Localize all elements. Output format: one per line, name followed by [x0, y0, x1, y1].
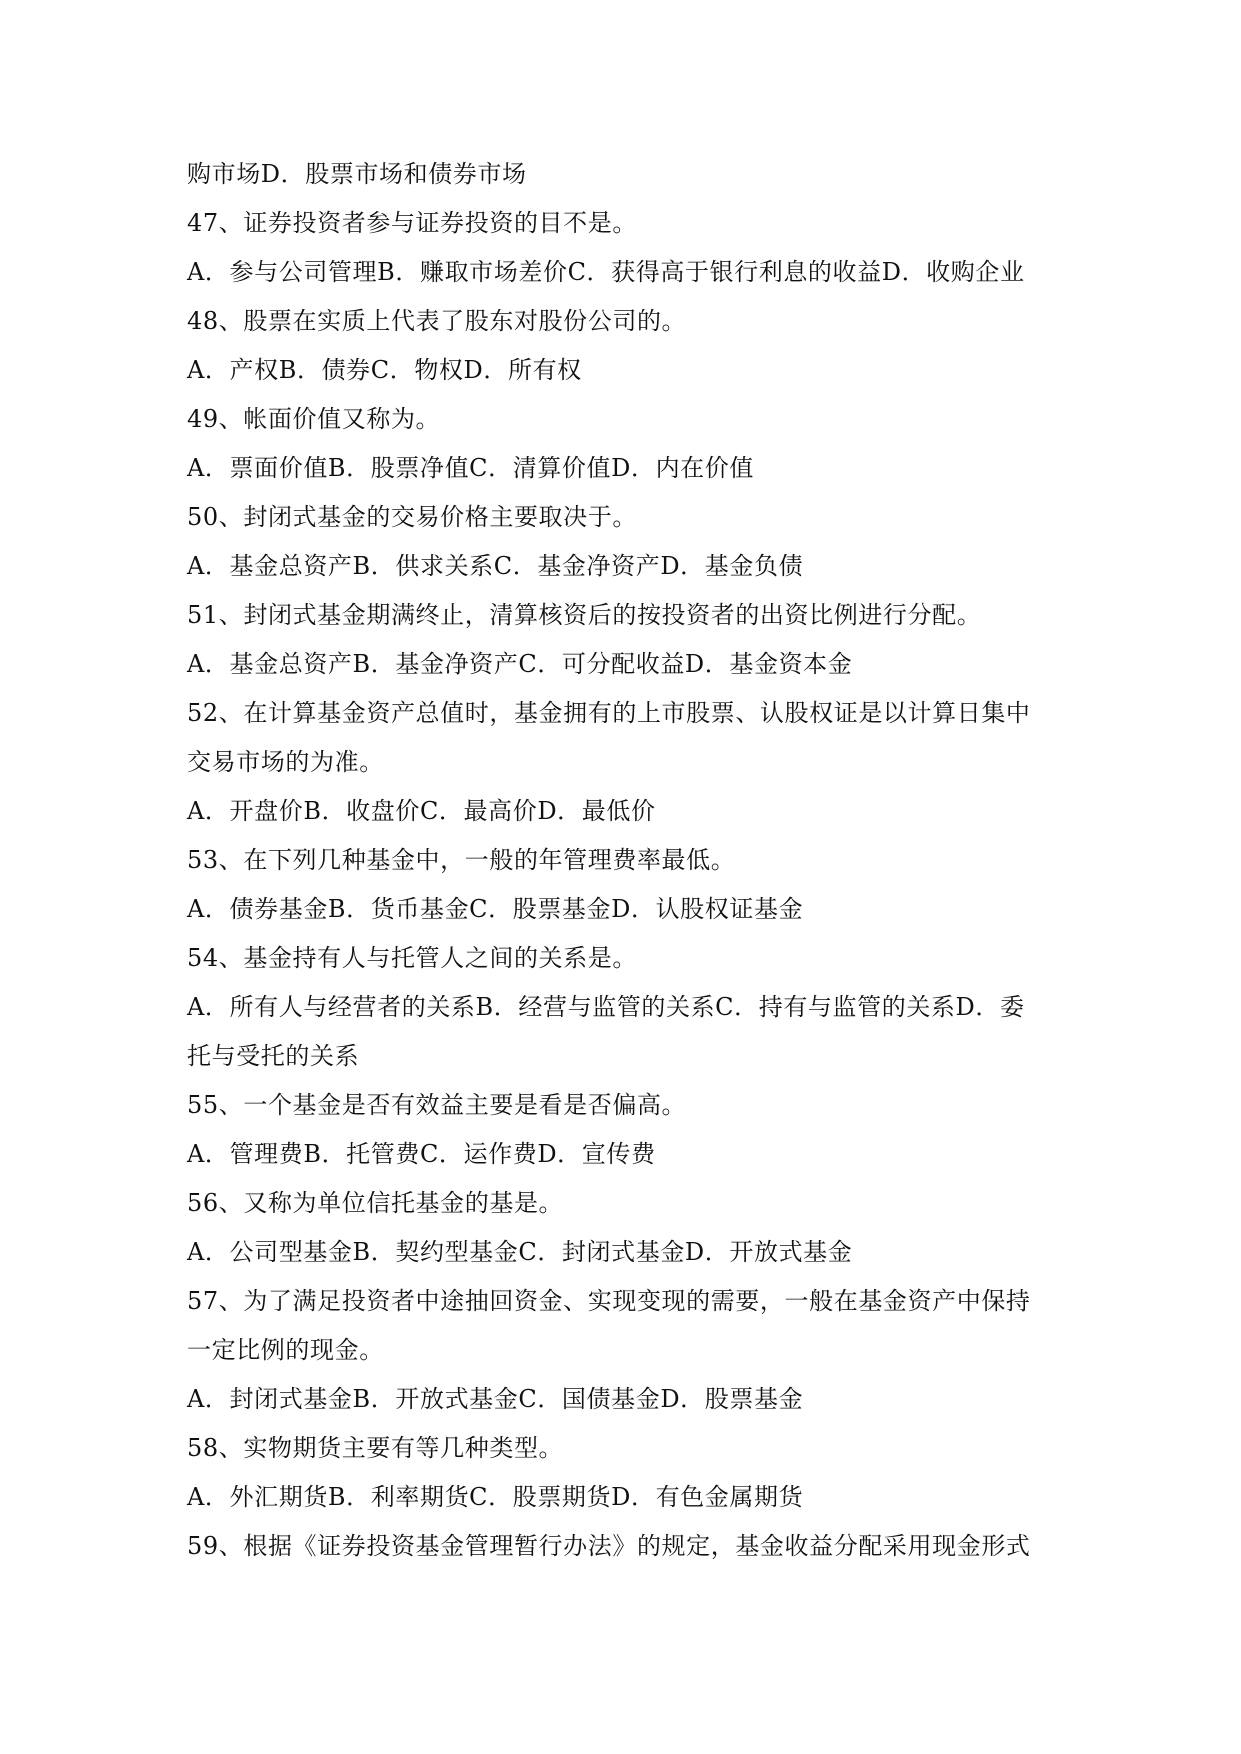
question-52-continuation: 交易市场的为准。: [187, 748, 384, 776]
options-49: A．票面价值B．股票净值C．清算价值D．内在价值: [187, 454, 754, 482]
question-54: 54、基金持有人与托管人之间的关系是。: [187, 944, 637, 972]
question-55: 55、一个基金是否有效益主要是看是否偏高。: [187, 1091, 687, 1119]
text-line-continuation: 购市场D．股票市场和债券市场: [187, 160, 527, 188]
question-50: 50、封闭式基金的交易价格主要取决于。: [187, 503, 637, 531]
options-47: A．参与公司管理B．赚取市场差价C．获得高于银行利息的收益D．收购企业: [187, 258, 1025, 286]
document-body: [187, 150, 1057, 1571]
options-50: A．基金总资产B．供求关系C．基金净资产D．基金负债: [187, 552, 804, 580]
options-52: A．开盘价B．收盘价C．最高价D．最低价: [187, 797, 656, 825]
options-54-continuation: 托与受托的关系: [187, 1042, 360, 1070]
question-57-continuation: 一定比例的现金。: [187, 1336, 384, 1364]
options-58: A．外汇期货B．利率期货C．股票期货D．有色金属期货: [187, 1483, 804, 1511]
question-47: 47、证券投资者参与证券投资的目不是。: [187, 209, 637, 237]
options-55: A．管理费B．托管费C．运作费D．宣传费: [187, 1140, 656, 1168]
question-59: 59、根据《证券投资基金管理暂行办法》的规定，基金收益分配采用现金形式: [187, 1532, 1031, 1560]
options-54: A．所有人与经营者的关系B．经营与监管的关系C．持有与监管的关系D．委: [187, 993, 1025, 1021]
question-51: 51、封闭式基金期满终止，清算核资后的按投资者的出资比例进行分配。: [187, 601, 982, 629]
options-56: A．公司型基金B．契约型基金C．封闭式基金D．开放式基金: [187, 1238, 853, 1266]
options-51: A．基金总资产B．基金净资产C．可分配收益D．基金资本金: [187, 650, 853, 678]
question-57: 57、为了满足投资者中途抽回资金、实现变现的需要，一般在基金资产中保持: [187, 1287, 1031, 1315]
options-53: A．债券基金B．货币基金C．股票基金D．认股权证基金: [187, 895, 804, 923]
question-52: 52、在计算基金资产总值时，基金拥有的上市股票、认股权证是以计算日集中: [187, 699, 1031, 727]
question-48: 48、股票在实质上代表了股东对股份公司的。: [187, 307, 687, 335]
question-49: 49、帐面价值又称为。: [187, 405, 441, 433]
options-57: A．封闭式基金B．开放式基金C．国债基金D．股票基金: [187, 1385, 804, 1413]
question-53: 53、在下列几种基金中，一般的年管理费率最低。: [187, 846, 736, 874]
question-58: 58、实物期货主要有等几种类型。: [187, 1434, 564, 1462]
question-56: 56、又称为单位信托基金的基是。: [187, 1189, 564, 1217]
options-48: A．产权B．债券C．物权D．所有权: [187, 356, 582, 384]
